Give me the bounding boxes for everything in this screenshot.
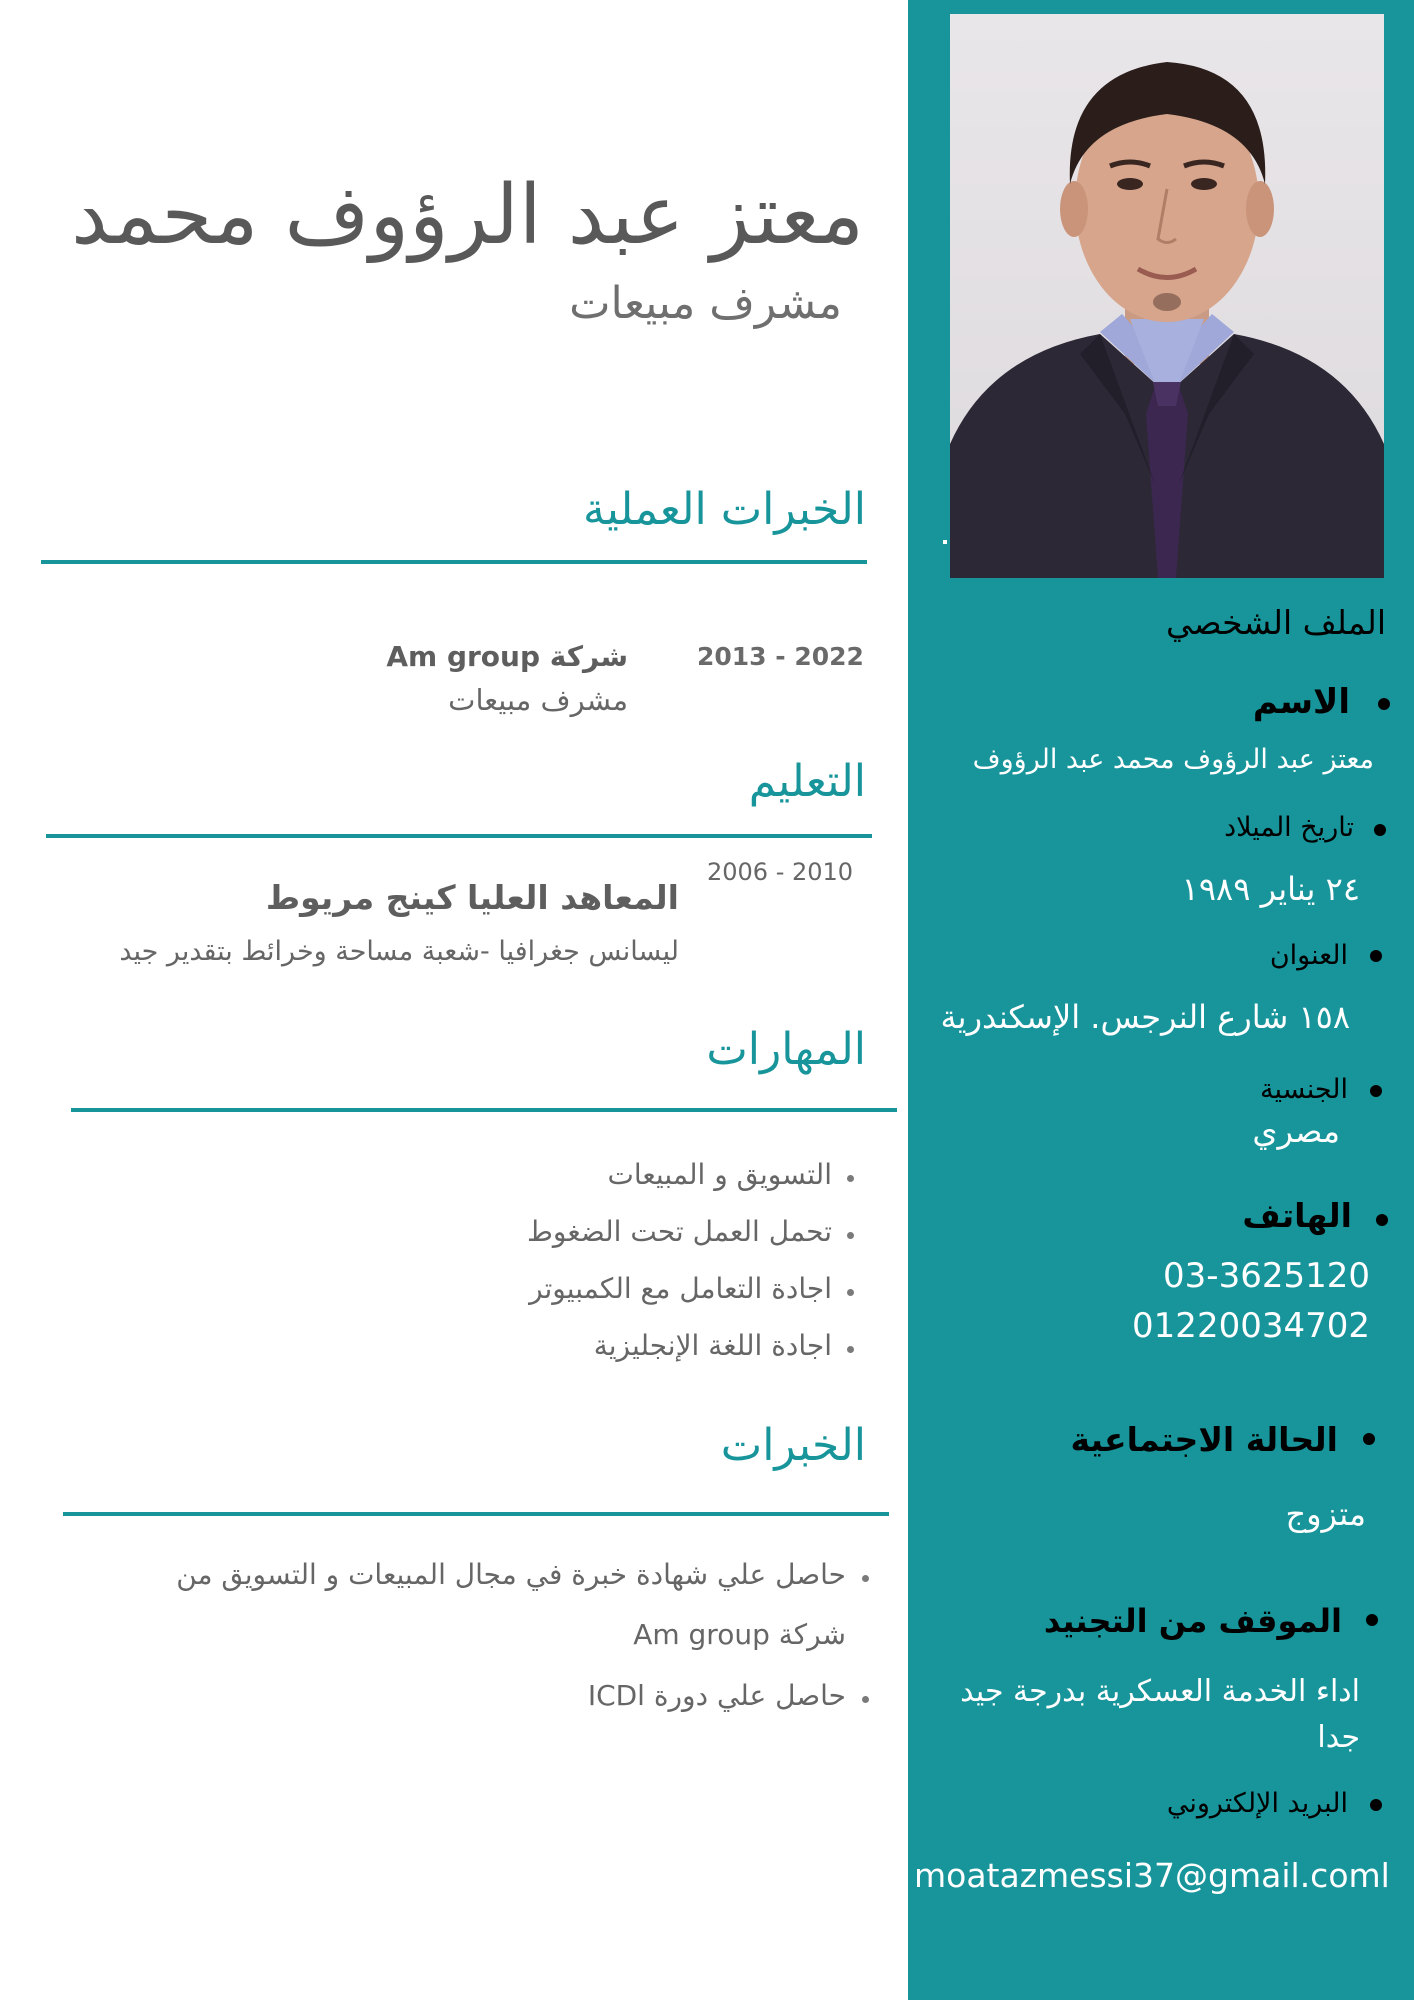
person-photo-icon [950, 14, 1384, 578]
education-institution: المعاهد العليا كينج مريوط [265, 878, 679, 917]
skills-rule [71, 1108, 897, 1112]
work-experience-title: الخبرات العملية [583, 484, 866, 535]
person-photo [950, 14, 1384, 578]
email-bullet-icon [1370, 1799, 1382, 1811]
job-title: مشرف مبيعات [569, 278, 842, 329]
address-label: العنوان [1269, 940, 1348, 971]
name-bullet-icon [1378, 698, 1390, 710]
military-bullet-icon [1366, 1614, 1378, 1626]
profile-title: الملف الشخصي [1166, 603, 1386, 642]
phone-bullet-icon [1376, 1214, 1388, 1226]
experience-bullet-icon [862, 1575, 869, 1582]
photo-dot [943, 540, 947, 544]
nationality-value: مصري [1252, 1112, 1340, 1150]
phone-2[interactable]: 01220034702 [1132, 1306, 1370, 1346]
experiences-title: الخبرات [720, 1420, 866, 1471]
marital-bullet-icon [1363, 1433, 1375, 1445]
experience-item-line1: حاصل علي شهادة خبرة في مجال المبيعات و التسويق من [176, 1558, 846, 1591]
experiences-rule [63, 1512, 889, 1516]
marital-label: الحالة الاجتماعية [1070, 1420, 1338, 1459]
skill-item: تحمل العمل تحت الضغوط [527, 1215, 832, 1248]
education-rule [46, 834, 872, 838]
birth-bullet-icon [1374, 824, 1386, 836]
education-title: التعليم [748, 756, 866, 807]
education-period: 2006 - 2010 [707, 858, 854, 886]
work-experience-rule [41, 560, 867, 564]
name-label: الاسم [1252, 682, 1350, 722]
military-value-line1: اداء الخدمة العسكرية بدرجة جيد [960, 1674, 1360, 1709]
skills-title: المهارات [706, 1024, 866, 1075]
email-value[interactable]: moatazmessi37@gmail.coml [914, 1856, 1390, 1895]
name-value: معتز عبد الرؤوف محمد عبد الرؤوف [972, 744, 1374, 775]
phone-1[interactable]: 03-3625120 [1163, 1256, 1370, 1296]
work-period: 2013 - 2022 [697, 642, 864, 671]
work-position: مشرف مبيعات [448, 683, 628, 717]
address-bullet-icon [1370, 950, 1382, 962]
email-label: البريد الإلكتروني [1166, 1788, 1348, 1819]
military-value-line2: جدا [1317, 1720, 1360, 1755]
address-value: ١٥٨ شارع النرجس. الإسكندرية [940, 998, 1350, 1036]
skill-item: اجادة التعامل مع الكمبيوتر [529, 1272, 832, 1305]
skill-bullet-icon [847, 1232, 854, 1239]
experience-bullet-icon [862, 1696, 869, 1703]
skill-item: التسويق و المبيعات [607, 1158, 832, 1191]
experience-item-line2: شركة Am group [633, 1618, 846, 1651]
nationality-label: الجنسية [1259, 1074, 1348, 1105]
person-name: معتز عبد الرؤوف محمد [71, 168, 864, 263]
skill-bullet-icon [847, 1346, 854, 1353]
birth-label: تاريخ الميلاد [1224, 812, 1354, 843]
marital-value: متزوج [1285, 1495, 1366, 1533]
skill-item: اجادة اللغة الإنجليزية [593, 1329, 832, 1362]
nationality-bullet-icon [1370, 1085, 1382, 1097]
birth-value: ٢٤ يناير ١٩٨٩ [1181, 870, 1360, 908]
skill-bullet-icon [847, 1289, 854, 1296]
skill-bullet-icon [847, 1175, 854, 1182]
phone-label: الهاتف [1242, 1196, 1352, 1235]
work-company: شركة Am group [386, 640, 628, 673]
education-degree: ليسانس جغرافيا -شعبة مساحة وخرائط بتقدير جيد [119, 936, 679, 967]
experience-item: حاصل علي دورة ICDl [587, 1679, 846, 1712]
military-label: الموقف من التجنيد [1043, 1602, 1342, 1640]
